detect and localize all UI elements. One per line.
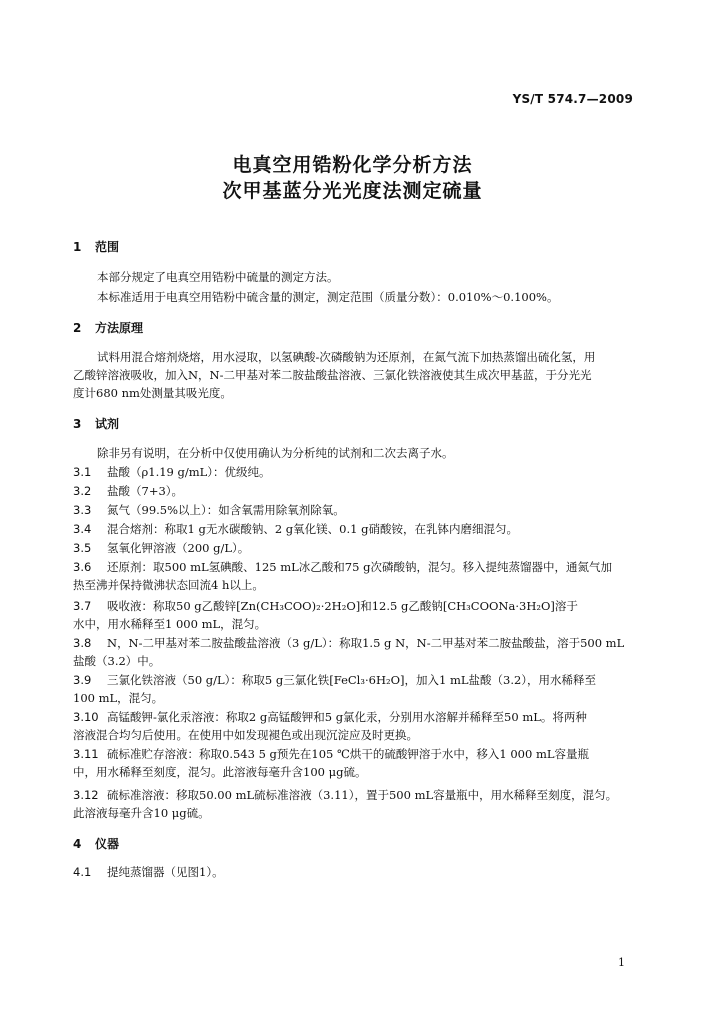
item-text: 硫标准贮存溶液：称取0.543 5 g预先在105 ℃烘干的硫酸钾溶于水中，移入1 000 mL容量瓶 <box>107 747 589 761</box>
section-heading-reagents <box>73 415 119 432</box>
item-text-continued: 水中，用水稀释至1 000 mL，混匀。 <box>73 617 267 631</box>
section-heading-scope <box>73 238 119 255</box>
item-label: 3.11 <box>73 747 99 761</box>
document-title-line-2: 次甲基蓝分光光度法测定硫量 <box>222 180 483 202</box>
page-number: 1 <box>618 956 625 969</box>
item-label: 4.1 <box>73 865 92 879</box>
item-label: 3.7 <box>73 599 92 613</box>
item-text: 氮气（99.5%以上）：如含氧需用除氧剂除氧。 <box>107 503 345 517</box>
reagents-intro: 除非另有说明，在分析中仅使用确认为分析纯的试剂和二次去离子水。 <box>97 446 454 460</box>
item-label: 3.6 <box>73 560 92 574</box>
item-text: 吸收液：称取50 g乙酸锌[Zn(CH₃COO)₂·2H₂O]和12.5 g乙酸钠[CH₃COONa·3H₂O]溶于 <box>107 599 578 613</box>
item-text: 混合熔剂：称取1 g无水碳酸钠、2 g氧化镁、0.1 g硝酸铵，在乳钵内磨细混匀。 <box>107 522 518 536</box>
item-text: 还原剂：取500 mL氢碘酸、125 mL冰乙酸和75 g次磷酸钠，混匀。移入提纯蒸馏器中，通氮气加 <box>107 560 612 574</box>
scope-paragraph-2: 本标准适用于电真空用锆粉中硫含量的测定，测定范围（质量分数）：0.010%～0.100%。 <box>97 290 559 304</box>
item-text-continued: 中，用水稀释至刻度，混匀。此溶液每毫升含100 μg硫。 <box>73 765 367 779</box>
item-label: 3.2 <box>73 484 92 498</box>
item-label: 3.12 <box>73 788 99 802</box>
item-text: 高锰酸钾-氯化汞溶液：称取2 g高锰酸钾和5 g氯化汞，分别用水溶解并稀释至50 mL。将两种 <box>107 710 587 724</box>
section-number: 3 <box>73 417 82 431</box>
item-label: 3.3 <box>73 503 92 517</box>
scope-paragraph-1: 本部分规定了电真空用锆粉中硫量的测定方法。 <box>97 270 339 284</box>
item-label: 3.8 <box>73 636 92 650</box>
section-title: 试剂 <box>95 417 120 431</box>
item-text: 硫标准溶液：移取50.00 mL硫标准溶液（3.11），置于500 mL容量瓶中，用水稀释至刻度，混匀。 <box>107 788 618 802</box>
item-text-continued: 溶液混合均匀后使用。在使用中如发现褪色或出现沉淀应及时更换。 <box>73 728 418 742</box>
principle-line-1: 试料用混合熔剂烧熔，用水浸取，以氢碘酸-次磷酸钠为还原剂，在氮气流下加热蒸馏出硫化氢，用 <box>97 350 596 364</box>
item-text: 盐酸（ρ1.19 g/mL）：优级纯。 <box>107 465 271 479</box>
section-number: 4 <box>73 837 82 851</box>
section-title: 方法原理 <box>95 321 144 335</box>
item-label: 3.9 <box>73 673 92 687</box>
section-number: 2 <box>73 321 82 335</box>
item-text: 盐酸（7+3）。 <box>107 484 184 498</box>
item-text: 氢氧化钾溶液（200 g/L）。 <box>107 541 250 555</box>
item-text: 三氯化铁溶液（50 g/L）：称取5 g三氯化铁[FeCl₃·6H₂O]，加入1 mL盐酸（3.2），用水稀释至 <box>107 673 597 687</box>
section-number: 1 <box>73 240 82 254</box>
section-title: 仪器 <box>95 837 120 851</box>
item-text: N，N-二甲基对苯二胺盐酸盐溶液（3 g/L）：称取1.5 g N，N-二甲基对苯二胺盐酸盐，溶于500 mL <box>107 636 625 650</box>
item-label: 3.1 <box>73 465 92 479</box>
item-label: 3.5 <box>73 541 92 555</box>
principle-line-3: 度计680 nm处测量其吸光度。 <box>73 386 232 400</box>
item-text-continued: 100 mL，混匀。 <box>73 691 164 705</box>
item-text-continued: 盐酸（3.2）中。 <box>73 654 161 668</box>
section-title: 范围 <box>95 240 120 254</box>
item-text-continued: 此溶液每毫升含10 μg硫。 <box>73 806 210 820</box>
principle-line-2: 乙酸锌溶液吸收，加入N，N-二甲基对苯二胺盐酸盐溶液、三氯化铁溶液使其生成次甲基蓝，于分光光 <box>73 368 592 382</box>
section-heading-apparatus <box>73 835 119 852</box>
standard-code: YS/T 574.7—2009 <box>512 92 633 106</box>
section-heading-principle <box>73 319 143 336</box>
item-text: 提纯蒸馏器（见图1）。 <box>107 865 224 879</box>
item-label: 3.4 <box>73 522 92 536</box>
item-label: 3.10 <box>73 710 99 724</box>
document-title-line-1: 电真空用锆粉化学分析方法 <box>232 154 473 176</box>
item-text-continued: 热至沸并保持微沸状态回流4 h以上。 <box>73 578 264 592</box>
